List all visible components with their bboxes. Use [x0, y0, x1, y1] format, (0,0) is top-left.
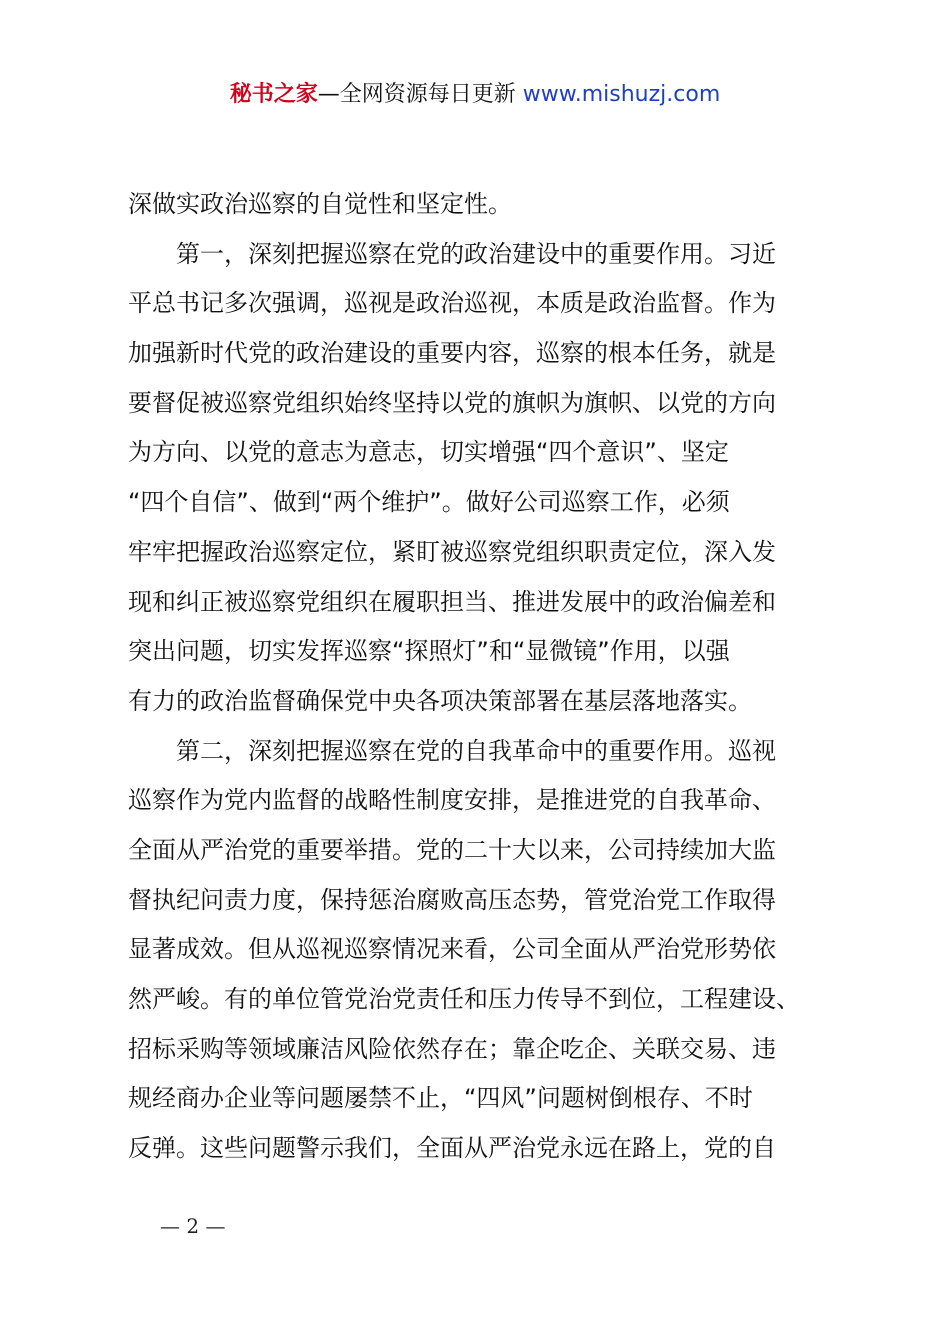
page-number: — 2 — — [160, 1214, 226, 1238]
text-line: 有力的政治监督确保党中央各项决策部署在基层落地落实。 — [128, 686, 752, 715]
text-line: 招标采购等领域廉洁风险依然存在；靠企吃企、关联交易、违 — [128, 1034, 776, 1063]
text-line: 第二，深刻把握巡察在党的自我革命中的重要作用。巡视 — [128, 736, 776, 765]
text-line: 突出问题，切实发挥巡察“探照灯”和“显微镜”作用，以强 — [128, 637, 730, 666]
text-line: 然严峻。有的单位管党治党责任和压力传导不到位，工程建设、 — [128, 985, 800, 1013]
text-line: 现和纠正被巡察党组织在履职担当、推进发展中的政治偏差和 — [128, 587, 776, 616]
text-line: 显著成效。但从巡视巡察情况来看，公司全面从严治党形势依 — [128, 935, 776, 964]
text-line: 要督促被巡察党组织始终坚持以党的旗帜为旗帜、以党的方向 — [128, 388, 776, 417]
header-tagline: —全网资源每日更新 — [317, 82, 516, 107]
text-line: 加强新时代党的政治建设的重要内容，巡察的根本任务，就是 — [128, 339, 776, 368]
body-text — [128, 180, 838, 1174]
text-line: 巡察作为党内监督的战略性制度安排，是推进党的自我革命、 — [128, 786, 776, 815]
text-line: 第一，深刻把握巡察在党的政治建设中的重要作用。习近 — [128, 239, 776, 268]
text-line: 牢牢把握政治巡察定位，紧盯被巡察党组织职责定位，深入发 — [128, 537, 776, 566]
text-line: 全面从严治党的重要举措。党的二十大以来，公司持续加大监 — [128, 835, 776, 864]
text-line: 深做实政治巡察的自觉性和坚定性。 — [128, 190, 512, 218]
text-line: 平总书记多次强调，巡视是政治巡视，本质是政治监督。作为 — [128, 289, 776, 318]
page-header — [0, 78, 950, 112]
text-line: “四个自信”、做到“两个维护”。做好公司巡察工作，必须 — [128, 488, 730, 517]
text-line: 为方向、以党的意志为意志，切实增强“四个意识”、坚定 — [128, 438, 729, 467]
text-line: 规经商办企业等问题屡禁不止，“四风”问题树倒根存、不时 — [128, 1084, 753, 1113]
text-line: 反弹。这些问题警示我们，全面从严治党永远在路上，党的自 — [128, 1134, 776, 1163]
site-url: www.mishuzj.com — [522, 82, 721, 107]
text-line: 督执纪问责力度，保持惩治腐败高压态势，管党治党工作取得 — [128, 885, 776, 914]
brand-name: 秘书之家 — [229, 82, 318, 107]
